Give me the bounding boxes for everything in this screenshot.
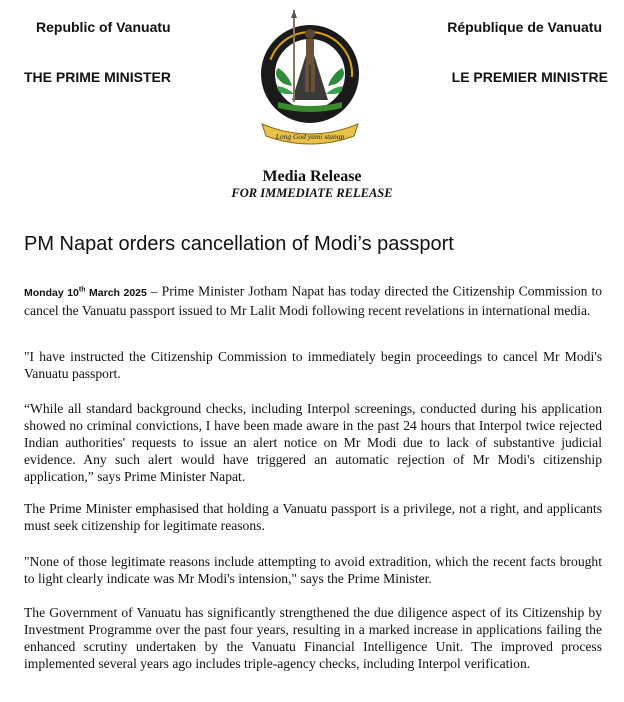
paragraph-2: "I have instructed the Citizenship Commission to immediately begin proceedings to cancel Mr Modi's Vanuatu passport. <box>24 349 602 381</box>
release-dateline: Monday 10th March 2025 <box>24 286 147 299</box>
emblem-motto-text: Long God yumi stanap <box>275 132 345 141</box>
paragraph-4: The Prime Minister emphasised that holding a Vanuatu passport is a privilege, not a right, and applicants must seek citizenship for legitimate reasons. <box>24 501 602 533</box>
paragraph-5: "None of those legitimate reasons include attempting to avoid extradition, which the recent facts brought to light clearly indicate was Mr Modi's intension," says the Prime Minister. <box>24 554 602 586</box>
paragraph-3: “While all standard background checks, including Interpol screenings, conducted during his application showed no criminal convictions, I have been made aware in the past 24 hours that Interpol twice rejected Indian authorities' requests to issue an alert notice on Mr Modi due to lack of substantive judicial evidence. Any such alert would have triggered an automatic rejection of Mr Modi's citizenship application,” says Prime Minister Napat. <box>24 401 602 484</box>
release-headline: PM Napat orders cancellation of Modi’s passport <box>24 233 454 255</box>
media-release-subtitle: FOR IMMEDIATE RELEASE <box>231 186 393 200</box>
header-country-french: République de Vanuatu <box>447 19 602 35</box>
media-release-title: Media Release <box>262 168 362 185</box>
header-office-english: THE PRIME MINISTER <box>24 69 172 85</box>
vanuatu-coat-of-arms-emblem <box>248 2 372 150</box>
paragraph-1: Monday 10th March 2025 – Prime Minister Jotham Napat has today directed the Citizenship Commission to cancel the Vanuatu passport issued to Mr Lalit Modi following recent revelations in international media. <box>24 283 603 318</box>
paragraph-6: The Government of Vanuatu has significantly strengthened the due diligence aspect of its Citizenship by Investment Programme over the past four years, resulting in a marked increase in applications failing the enhanced scrutiny undertaken by the Vanuatu Financial Intelligence Unit. The improved process implemented several years ago includes triple-agency checks, including Interpol verification. <box>24 605 602 671</box>
header-office-french: LE PREMIER MINISTRE <box>451 69 608 85</box>
header-country-english: Republic of Vanuatu <box>36 19 171 35</box>
